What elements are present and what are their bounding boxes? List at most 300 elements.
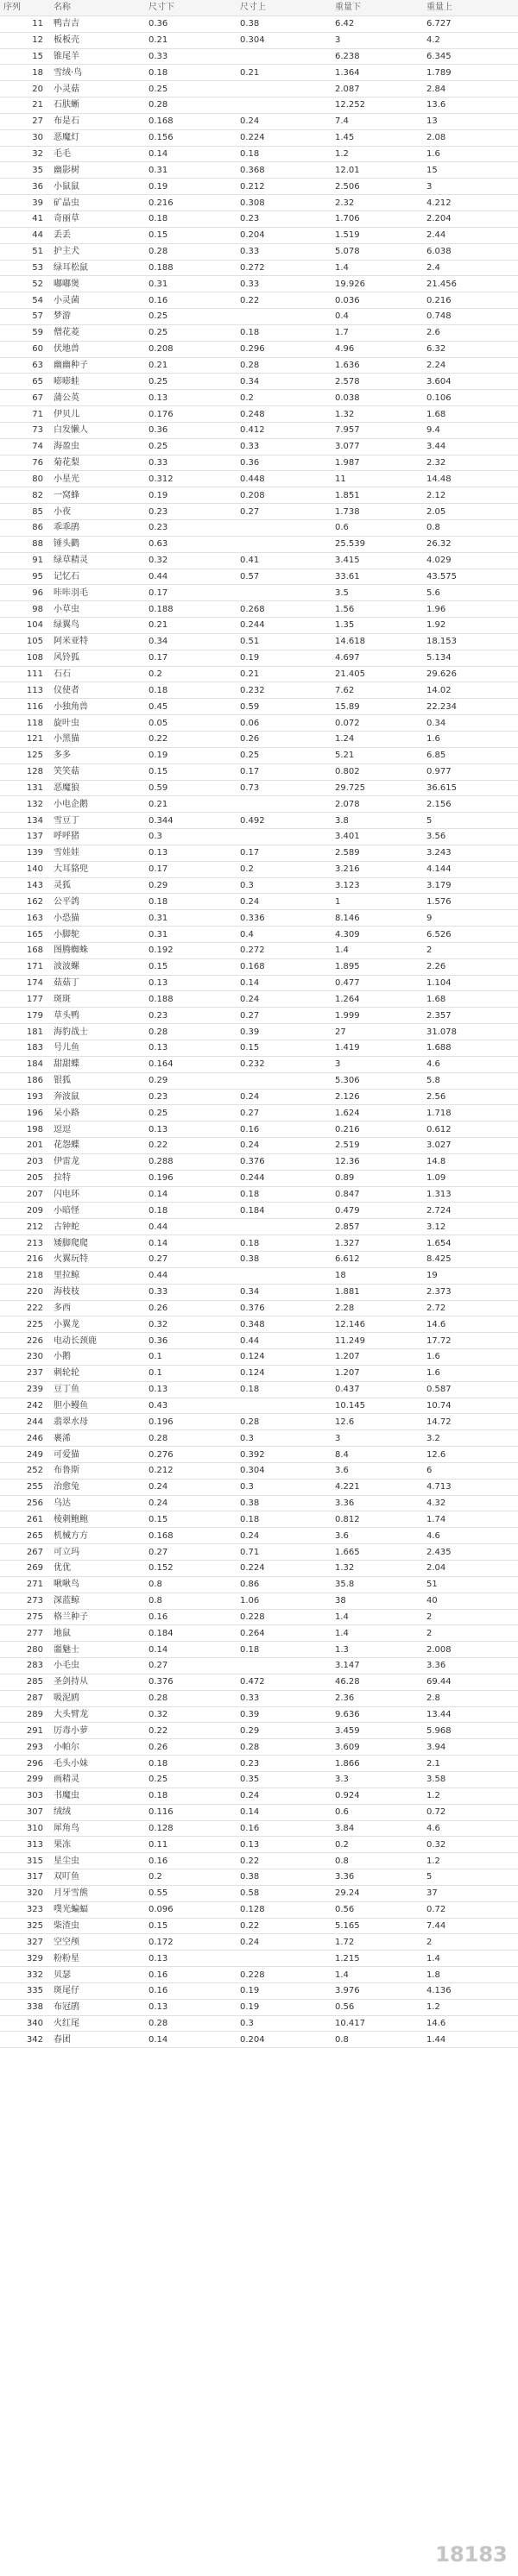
cell-size-min: 0.05 <box>145 715 237 732</box>
cell-weight-max: 6.345 <box>423 48 518 65</box>
cell-weight-max: 2.156 <box>423 796 518 813</box>
cell-weight-min: 0.8 <box>332 2032 423 2048</box>
cell-index: 209 <box>0 1203 50 1219</box>
cell-index: 329 <box>0 1951 50 1967</box>
cell-name: 草头鸭 <box>50 1008 145 1024</box>
cell-index: 277 <box>0 1625 50 1642</box>
cell-size-min: 0.25 <box>145 1105 237 1122</box>
cell-weight-min: 1.207 <box>332 1365 423 1381</box>
cell-weight-max: 19 <box>423 1267 518 1284</box>
table-row <box>0 650 518 666</box>
cell-size-max: 0.19 <box>237 1982 332 1999</box>
cell-weight-min: 38 <box>332 1593 423 1609</box>
table-row <box>0 861 518 877</box>
cell-weight-max: 0.72 <box>423 1804 518 1820</box>
cell-weight-max: 3 <box>423 179 518 195</box>
cell-size-max: 0.124 <box>237 1365 332 1381</box>
table-row <box>0 2032 518 2048</box>
cell-index: 303 <box>0 1787 50 1804</box>
cell-weight-max: 0.106 <box>423 390 518 406</box>
cell-weight-min: 3.459 <box>332 1723 423 1739</box>
cell-weight-min: 3.123 <box>332 877 423 894</box>
cell-weight-min: 4.309 <box>332 927 423 943</box>
table-row <box>0 569 518 585</box>
table-row <box>0 1153 518 1170</box>
cell-weight-min: 2.28 <box>332 1300 423 1316</box>
cell-weight-min: 1.4 <box>332 1625 423 1642</box>
cell-size-min: 0.26 <box>145 1739 237 1756</box>
cell-name: 咔咔羽毛 <box>50 585 145 601</box>
watermark-logo <box>430 2535 513 2573</box>
cell-size-min: 0.15 <box>145 227 237 243</box>
table-row <box>0 1739 518 1756</box>
cell-weight-min: 5.21 <box>332 747 423 763</box>
cell-size-max: 0.2 <box>237 390 332 406</box>
cell-weight-min: 4.96 <box>332 341 423 357</box>
cell-name: 菇菇丁 <box>50 975 145 991</box>
table-row <box>0 1885 518 1901</box>
table-row <box>0 1430 518 1447</box>
cell-weight-max: 2.08 <box>423 129 518 146</box>
table-row <box>0 618 518 634</box>
cell-name: 刺轮轮 <box>50 1365 145 1381</box>
cell-index: 222 <box>0 1300 50 1316</box>
table-row <box>0 1235 518 1252</box>
cell-size-max: 0.272 <box>237 260 332 276</box>
cell-weight-min: 2.857 <box>332 1219 423 1235</box>
cell-index: 15 <box>0 48 50 65</box>
cell-weight-min: 5.078 <box>332 243 423 260</box>
cell-index: 186 <box>0 1072 50 1089</box>
cell-weight-max: 0.34 <box>423 715 518 732</box>
cell-name: 公平鸽 <box>50 894 145 910</box>
cell-name: 噩魅士 <box>50 1642 145 1658</box>
table-row <box>0 1756 518 1772</box>
cell-weight-min: 29.725 <box>332 780 423 796</box>
table-row <box>0 601 518 618</box>
cell-weight-min: 1.706 <box>332 210 423 227</box>
table-row <box>0 1479 518 1495</box>
cell-weight-min: 1.24 <box>332 731 423 747</box>
cell-weight-max: 3.2 <box>423 1430 518 1447</box>
table-row <box>0 210 518 227</box>
cell-size-max: 0.18 <box>237 1186 332 1203</box>
table-row <box>0 1056 518 1072</box>
cell-name: 银狐 <box>50 1072 145 1089</box>
cell-size-max: 0.412 <box>237 422 332 438</box>
cell-size-max: 0.228 <box>237 1609 332 1625</box>
cell-name: 逗逗 <box>50 1122 145 1138</box>
cell-size-max: 0.44 <box>237 1333 332 1349</box>
table-row <box>0 243 518 260</box>
table-row <box>0 276 518 292</box>
table-row <box>0 1609 518 1625</box>
table-row <box>0 1658 518 1674</box>
cell-weight-min: 0.479 <box>332 1203 423 1219</box>
cell-size-min: 0.3 <box>145 829 237 845</box>
cell-size-max: 0.18 <box>237 146 332 162</box>
cell-size-min: 0.21 <box>145 618 237 634</box>
cell-index: 53 <box>0 260 50 276</box>
cell-size-min: 0.22 <box>145 1138 237 1154</box>
cell-name: 绿耳松鼠 <box>50 260 145 276</box>
cell-size-min: 0.24 <box>145 1495 237 1511</box>
cell-weight-min: 3.216 <box>332 861 423 877</box>
cell-size-min: 0.25 <box>145 81 237 97</box>
cell-size-max: 0.336 <box>237 910 332 927</box>
table-row <box>0 422 518 438</box>
cell-name: 梦游 <box>50 309 145 325</box>
cell-size-min: 0.13 <box>145 1999 237 2015</box>
cell-weight-max: 5 <box>423 813 518 829</box>
cell-index: 171 <box>0 958 50 975</box>
cell-size-max: 0.3 <box>237 1430 332 1447</box>
cell-index: 63 <box>0 357 50 374</box>
cell-size-max <box>237 536 332 552</box>
cell-weight-max: 51 <box>423 1576 518 1593</box>
cell-size-max: 0.73 <box>237 780 332 796</box>
cell-index: 57 <box>0 309 50 325</box>
cell-size-min: 0.18 <box>145 1787 237 1804</box>
cell-index: 54 <box>0 292 50 309</box>
cell-size-max: 0.22 <box>237 292 332 309</box>
cell-weight-max: 1.96 <box>423 601 518 618</box>
cell-index: 18 <box>0 65 50 81</box>
table-row <box>0 585 518 601</box>
cell-index: 255 <box>0 1479 50 1495</box>
cell-index: 275 <box>0 1609 50 1625</box>
table-row <box>0 1690 518 1706</box>
cell-name: 阿米亚特 <box>50 633 145 650</box>
table-row <box>0 48 518 65</box>
table-row <box>0 829 518 845</box>
cell-name: 双叮鱼 <box>50 1869 145 1886</box>
cell-weight-max: 1.2 <box>423 1787 518 1804</box>
cell-size-max: 0.21 <box>237 666 332 682</box>
cell-size-min: 0.23 <box>145 1089 237 1105</box>
cell-weight-min: 1.866 <box>332 1756 423 1772</box>
cell-size-min: 0.16 <box>145 1982 237 1999</box>
cell-weight-min: 1.738 <box>332 504 423 520</box>
cell-size-max: 0.27 <box>237 1008 332 1024</box>
cell-size-min: 0.196 <box>145 1414 237 1430</box>
cell-index: 340 <box>0 2015 50 2032</box>
cell-size-max: 0.228 <box>237 1967 332 1983</box>
table-row <box>0 1869 518 1886</box>
cell-size-min: 0.15 <box>145 958 237 975</box>
cell-size-max: 0.36 <box>237 455 332 471</box>
cell-weight-max: 2.008 <box>423 1642 518 1658</box>
cell-size-max <box>237 1219 332 1235</box>
cell-size-min: 0.24 <box>145 1479 237 1495</box>
table-row <box>0 1365 518 1381</box>
cell-weight-max: 4.029 <box>423 552 518 569</box>
cell-name: 大头臂龙 <box>50 1706 145 1723</box>
cell-name: 锤头鹳 <box>50 536 145 552</box>
table-row <box>0 1625 518 1642</box>
cell-index: 261 <box>0 1511 50 1528</box>
cell-name: 柴渣虫 <box>50 1918 145 1934</box>
cell-size-max: 0.23 <box>237 1756 332 1772</box>
cell-size-max: 0.296 <box>237 341 332 357</box>
cell-weight-min: 3.3 <box>332 1771 423 1787</box>
cell-size-max: 0.24 <box>237 1089 332 1105</box>
cell-index: 307 <box>0 1804 50 1820</box>
cell-size-min: 0.55 <box>145 1885 237 1901</box>
table-row <box>0 1122 518 1138</box>
cell-name: 护主犬 <box>50 243 145 260</box>
cell-name: 深蓝鲸 <box>50 1593 145 1609</box>
cell-name: 优优 <box>50 1561 145 1577</box>
table-row <box>0 1561 518 1577</box>
watermark-text: 18183 <box>435 2542 508 2567</box>
cell-weight-min: 1.264 <box>332 991 423 1008</box>
cell-size-min: 0.18 <box>145 65 237 81</box>
table-row <box>0 113 518 129</box>
cell-name: 书魔虫 <box>50 1787 145 1804</box>
cell-weight-min: 6.42 <box>332 16 423 32</box>
cell-name: 小星光 <box>50 471 145 487</box>
cell-size-min: 0.31 <box>145 910 237 927</box>
cell-size-max: 0.17 <box>237 845 332 861</box>
cell-size-max: 0.212 <box>237 179 332 195</box>
cell-weight-min: 0.2 <box>332 1837 423 1853</box>
cell-weight-min: 0.4 <box>332 309 423 325</box>
cell-size-min: 0.116 <box>145 1804 237 1820</box>
cell-name: 伊贝儿 <box>50 406 145 423</box>
table-row <box>0 1999 518 2015</box>
cell-size-min: 0.188 <box>145 260 237 276</box>
cell-index: 193 <box>0 1089 50 1105</box>
cell-index: 207 <box>0 1186 50 1203</box>
cell-weight-max: 43.575 <box>423 569 518 585</box>
cell-size-max: 0.58 <box>237 1885 332 1901</box>
table-row <box>0 390 518 406</box>
table-row <box>0 1528 518 1544</box>
cell-size-min: 0.196 <box>145 1170 237 1186</box>
cell-name: 绿翼鸟 <box>50 618 145 634</box>
cell-weight-max: 4.2 <box>423 32 518 48</box>
cell-size-min: 0.14 <box>145 1235 237 1252</box>
cell-name: 小脚鸵 <box>50 927 145 943</box>
cell-index: 198 <box>0 1122 50 1138</box>
cell-weight-min: 0.56 <box>332 1901 423 1918</box>
cell-weight-max: 69.44 <box>423 1674 518 1690</box>
cell-weight-max: 3.36 <box>423 1658 518 1674</box>
cell-weight-min: 1.207 <box>332 1349 423 1366</box>
cell-size-max <box>237 1072 332 1089</box>
cell-name: 号儿鱼 <box>50 1040 145 1057</box>
cell-weight-max: 2.56 <box>423 1089 518 1105</box>
cell-name: 闪电环 <box>50 1186 145 1203</box>
cell-weight-min: 1.45 <box>332 129 423 146</box>
cell-weight-min: 27 <box>332 1024 423 1040</box>
cell-size-min: 0.172 <box>145 1934 237 1951</box>
cell-weight-min: 7.62 <box>332 682 423 699</box>
cell-name: 布是石 <box>50 113 145 129</box>
cell-size-max: 0.304 <box>237 32 332 48</box>
cell-weight-min: 2.578 <box>332 374 423 390</box>
cell-index: 315 <box>0 1853 50 1869</box>
cell-size-min: 0.25 <box>145 324 237 341</box>
cell-size-max: 0.35 <box>237 1771 332 1787</box>
cell-index: 273 <box>0 1593 50 1609</box>
cell-index: 39 <box>0 195 50 211</box>
cell-size-min: 0.344 <box>145 813 237 829</box>
cell-weight-max: 6.32 <box>423 341 518 357</box>
cell-weight-min: 0.924 <box>332 1787 423 1804</box>
cell-index: 140 <box>0 861 50 877</box>
cell-name: 蒲公英 <box>50 390 145 406</box>
cell-weight-min: 12.146 <box>332 1316 423 1333</box>
cell-index: 113 <box>0 682 50 699</box>
cell-weight-max: 3.12 <box>423 1219 518 1235</box>
cell-size-min: 0.8 <box>145 1576 237 1593</box>
table-row <box>0 731 518 747</box>
cell-weight-max: 14.72 <box>423 1414 518 1430</box>
cell-name: 白发懒人 <box>50 422 145 438</box>
cell-size-max <box>237 81 332 97</box>
cell-size-max <box>237 585 332 601</box>
cell-size-min: 0.176 <box>145 406 237 423</box>
cell-name: 矮脚爬爬 <box>50 1235 145 1252</box>
cell-weight-max: 4.212 <box>423 195 518 211</box>
cell-size-max <box>237 1267 332 1284</box>
cell-name: 豆丁鱼 <box>50 1381 145 1398</box>
cell-index: 338 <box>0 1999 50 2015</box>
table-row <box>0 747 518 763</box>
cell-weight-max: 13 <box>423 113 518 129</box>
cell-weight-max: 2 <box>423 1609 518 1625</box>
cell-size-max: 0.22 <box>237 1853 332 1869</box>
table-row <box>0 1951 518 1967</box>
cell-size-max: 0.33 <box>237 438 332 455</box>
cell-weight-min: 3.84 <box>332 1820 423 1837</box>
cell-weight-max: 1.74 <box>423 1511 518 1528</box>
cell-size-max: 0.16 <box>237 1122 332 1138</box>
cell-weight-max: 3.44 <box>423 438 518 455</box>
cell-weight-min: 1.999 <box>332 1008 423 1024</box>
cell-size-max: 0.22 <box>237 1918 332 1934</box>
cell-size-min: 0.27 <box>145 1544 237 1561</box>
cell-weight-max: 2.8 <box>423 1690 518 1706</box>
cell-index: 74 <box>0 438 50 455</box>
cell-size-max: 0.204 <box>237 2032 332 2048</box>
cell-weight-max: 1.576 <box>423 894 518 910</box>
cell-size-max: 1.06 <box>237 1593 332 1609</box>
table-row <box>0 129 518 146</box>
cell-weight-min: 3.6 <box>332 1528 423 1544</box>
table-row <box>0 471 518 487</box>
cell-size-max: 0.38 <box>237 1251 332 1267</box>
cell-name: 甜甜蝶 <box>50 1056 145 1072</box>
cell-size-max: 0.248 <box>237 406 332 423</box>
cell-name: 机械方方 <box>50 1528 145 1544</box>
table-row <box>0 1820 518 1837</box>
header-weight-max: 重量上 <box>423 0 518 16</box>
table-row <box>0 1642 518 1658</box>
cell-index: 111 <box>0 666 50 682</box>
table-row <box>0 227 518 243</box>
cell-size-min: 0.28 <box>145 243 237 260</box>
cell-weight-max: 40 <box>423 1593 518 1609</box>
cell-weight-max: 14.02 <box>423 682 518 699</box>
cell-weight-max: 3.94 <box>423 1739 518 1756</box>
cell-size-min: 0.18 <box>145 210 237 227</box>
cell-size-max: 0.268 <box>237 601 332 618</box>
cell-weight-max: 1.718 <box>423 1105 518 1122</box>
cell-name: 小灵菇 <box>50 81 145 97</box>
cell-weight-max: 1.2 <box>423 1999 518 2015</box>
cell-weight-min: 3.415 <box>332 552 423 569</box>
cell-weight-max: 2.1 <box>423 1756 518 1772</box>
cell-size-min: 0.22 <box>145 731 237 747</box>
cell-index: 96 <box>0 585 50 601</box>
cell-size-min: 0.26 <box>145 1300 237 1316</box>
cell-size-min: 0.16 <box>145 1853 237 1869</box>
cell-size-max: 0.13 <box>237 1837 332 1853</box>
cell-size-min: 0.29 <box>145 877 237 894</box>
cell-size-max: 0.18 <box>237 1511 332 1528</box>
cell-name: 风铃狐 <box>50 650 145 666</box>
cell-index: 323 <box>0 1901 50 1918</box>
cell-name: 丢丢 <box>50 227 145 243</box>
cell-name: 圣剑持从 <box>50 1674 145 1690</box>
cell-name: 石肤蜥 <box>50 97 145 114</box>
cell-name: 火红尾 <box>50 2015 145 2032</box>
cell-weight-max: 12.6 <box>423 1447 518 1463</box>
cell-index: 36 <box>0 179 50 195</box>
cell-weight-min: 1.519 <box>332 227 423 243</box>
cell-weight-max: 21.456 <box>423 276 518 292</box>
cell-size-min: 0.33 <box>145 455 237 471</box>
cell-size-min: 0.168 <box>145 113 237 129</box>
cell-index: 32 <box>0 146 50 162</box>
header-name: 名称 <box>50 0 145 16</box>
cell-size-min: 0.192 <box>145 942 237 958</box>
cell-weight-max: 1.09 <box>423 1170 518 1186</box>
table-row <box>0 763 518 780</box>
table-row <box>0 1544 518 1561</box>
cell-weight-max: 1.68 <box>423 991 518 1008</box>
table-row <box>0 1008 518 1024</box>
cell-size-max: 0.38 <box>237 16 332 32</box>
cell-name: 花怨蝶 <box>50 1138 145 1154</box>
cell-name: 雪娃娃 <box>50 845 145 861</box>
table-row <box>0 552 518 569</box>
cell-weight-max: 0.32 <box>423 1837 518 1853</box>
cell-size-max <box>237 520 332 537</box>
cell-weight-max: 2.724 <box>423 1203 518 1219</box>
cell-weight-max: 2.84 <box>423 81 518 97</box>
cell-size-min: 0.8 <box>145 1593 237 1609</box>
cell-size-min: 0.212 <box>145 1462 237 1479</box>
cell-name: 可爱猫 <box>50 1447 145 1463</box>
cell-weight-max: 0.977 <box>423 763 518 780</box>
cell-size-max: 0.24 <box>237 991 332 1008</box>
table-row <box>0 341 518 357</box>
cell-index: 60 <box>0 341 50 357</box>
cell-size-min: 0.36 <box>145 422 237 438</box>
cell-weight-min: 1.987 <box>332 455 423 471</box>
cell-size-max: 0.34 <box>237 374 332 390</box>
table-row <box>0 699 518 715</box>
table-row <box>0 81 518 97</box>
cell-size-max: 0.376 <box>237 1153 332 1170</box>
cell-name: 奔波鼠 <box>50 1089 145 1105</box>
cell-weight-min: 0.8 <box>332 1853 423 1869</box>
cell-size-max: 0.17 <box>237 763 332 780</box>
